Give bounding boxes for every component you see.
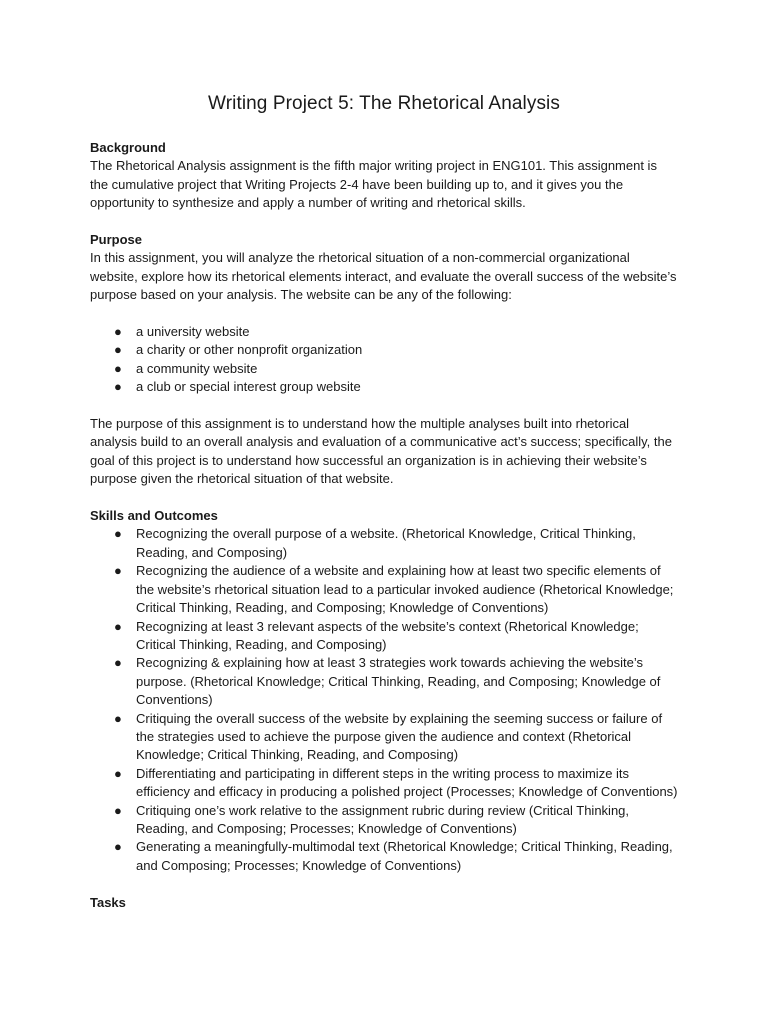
bullet-icon: ● [114,655,122,671]
list-item [90,323,678,341]
bullet-icon: ● [114,618,122,634]
tasks-heading: Tasks [90,894,126,910]
list-item-text: Recognizing the overall purpose of a website. (Rhetorical Knowledge, Critical Thinking, Reading, and Composing) [136,526,636,560]
list-item-text: Recognizing the audience of a website and explaining how at least two specific elements of the website’s rhetorical situation lead to a particular invoked audience (Rhetorical Knowledge; Critical Thinking, Reading, and Composing; Knowledge of Conventions) [136,563,674,616]
list-item-text: a charity or other nonprofit organization [136,342,363,358]
document-title: Writing Project 5: The Rhetorical Analysis [208,93,560,114]
background-section [90,139,678,213]
list-item [90,562,678,617]
spacer [90,875,678,893]
tasks-section [90,894,678,912]
list-item-text: a club or special interest group website [136,379,361,395]
list-item-text: Differentiating and participating in different steps in the writing process to maximize its efficiency and efficacy in producing a polished project (Processes; Knowledge of Conventions) [136,765,678,800]
spacer [90,305,678,323]
list-item [90,802,678,839]
list-item-text: Generating a meaningfully-multimodal text (Rhetorical Knowledge; Critical Thinking, Reading, and Composing; Processes; Knowledge of Conventions) [136,839,673,873]
list-item [90,341,678,359]
bullet-icon: ● [114,563,122,579]
bullet-icon: ● [114,379,122,395]
list-item [90,654,678,709]
list-item-text: Recognizing & explaining how at least 3 strategies work towards achieving the website’s purpose. (Rhetorical Knowledge; Critical Thinking, Reading, and Composing; Knowledge of Conventions) [136,655,661,708]
list-item [90,838,678,875]
bullet-icon: ● [114,526,122,542]
list-item [90,378,678,396]
background-heading: Background [90,140,166,155]
list-item-text: a community website [136,360,258,376]
purpose-closing: The purpose of this assignment is to understand how the multiple analyses built into rhetorical analysis build to an overall analysis and evaluation of a communicative act’s success; specifically, the goal of this project is to understand how successful an organization is in achieving their website’s purpose given the rhetorical situation of that website. [90,416,672,487]
spacer [90,213,678,231]
list-item [90,765,678,802]
list-item [90,525,678,562]
list-item [90,360,678,378]
spacer [90,397,678,415]
bullet-icon: ● [114,710,122,726]
background-text: The Rhetorical Analysis assignment is the fifth major writing project in ENG101. This assignment is the cumulative project that Writing Projects 2-4 have been building up to, and it gives you the opportunity to synthesize and apply a number of writing and rhetorical skills. [90,158,657,211]
bullet-icon: ● [114,342,122,358]
purpose-heading: Purpose [90,232,143,248]
purpose-section [90,231,678,489]
list-item-text: Critiquing one’s work relative to the assignment rubric during review (Critical Thinking, Reading, and Composing; Processes; Knowledge of Conventions) [136,802,630,836]
bullet-icon: ● [114,839,122,855]
list-item-text: a university website [136,324,250,340]
skills-section [90,507,678,875]
list-item [90,710,678,765]
bullet-icon: ● [114,802,122,818]
bullet-icon: ● [114,765,122,781]
bullet-icon: ● [114,324,122,340]
list-item [90,618,678,655]
purpose-intro: In this assignment, you will analyze the rhetorical situation of a non-commercial organizational website, explore how its rhetorical elements interact, and evaluate the overall success of the website’s purpose based on your analysis. The website can be any of the following: [90,250,677,303]
website-options-list [90,323,678,397]
spacer [90,489,678,507]
bullet-icon: ● [114,360,122,376]
list-item-text: Critiquing the overall success of the website by explaining the seeming success or failure of the strategies used to achieve the purpose given the audience and context (Rhetorical Knowledge; Critical Thinking, Reading, and Composing) [136,710,663,763]
skills-list [90,525,678,875]
list-item-text: Recognizing at least 3 relevant aspects of the website’s context (Rhetorical Knowledge; Critical Thinking, Reading, and Composing) [136,618,639,652]
skills-heading: Skills and Outcomes [90,508,218,524]
